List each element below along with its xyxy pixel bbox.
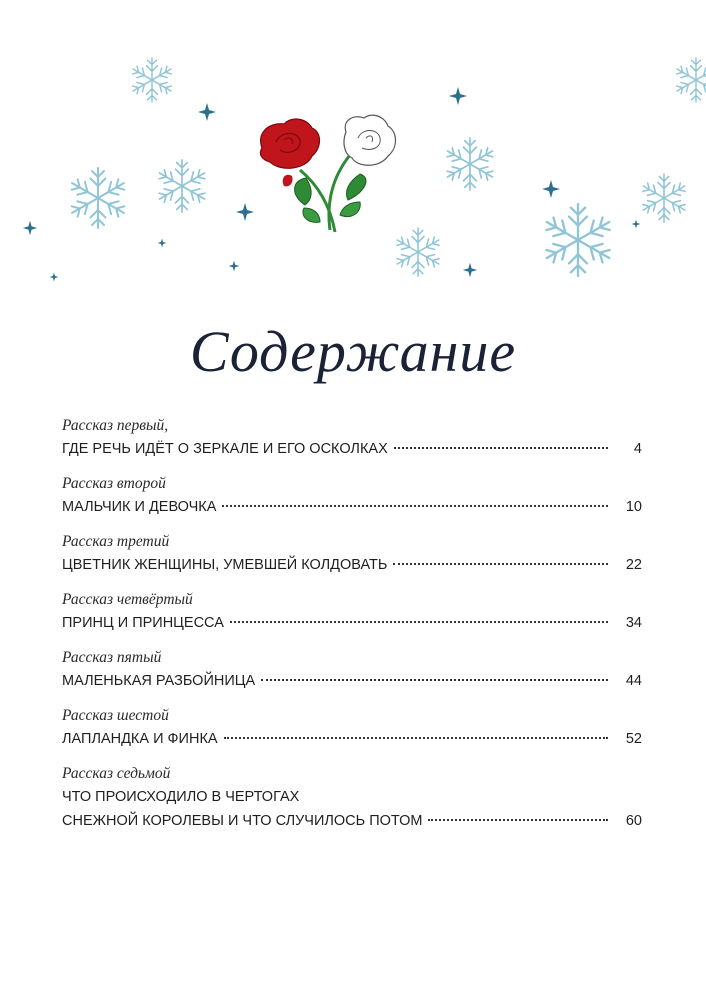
page-number: 4: [633, 441, 642, 457]
star-icon: [542, 180, 560, 198]
story-title: ЛАПЛАНДКА И ФИНКА: [62, 731, 218, 747]
dot-leader: [222, 505, 608, 507]
dot-leader: [230, 621, 608, 623]
star-icon: [50, 273, 59, 282]
page-number: 44: [625, 673, 642, 689]
dot-leader: [261, 679, 608, 681]
story-number: Рассказ третий: [62, 533, 170, 550]
star-icon: [23, 221, 37, 235]
story-title: ЦВЕТНИК ЖЕНЩИНЫ, УМЕВШЕЙ КОЛДОВАТЬ: [62, 557, 388, 573]
toc-entry[interactable]: [62, 472, 642, 519]
toc-entry[interactable]: [62, 414, 642, 461]
story-number: Рассказ седьмой: [62, 765, 171, 782]
story-number: Рассказ второй: [62, 475, 166, 492]
story-title: МАЛЬЧИК И ДЕВОЧКА: [62, 499, 217, 515]
toc-entry[interactable]: [62, 646, 642, 693]
story-title: ЧТО ПРОИСХОДИЛО В ЧЕРТОГАХ: [62, 789, 300, 805]
dot-leader: [428, 819, 608, 821]
story-title: ПРИНЦ И ПРИНЦЕССА: [62, 615, 224, 631]
star-icon: [198, 103, 216, 121]
snowflake-icon: [156, 160, 208, 212]
snowflake-icon: [68, 168, 127, 228]
story-number: Рассказ четвёртый: [62, 591, 193, 608]
story-title-line: [62, 809, 642, 833]
story-title-line: [62, 785, 642, 809]
star-icon: [158, 239, 167, 248]
snowflake-icon: [674, 58, 706, 102]
story-title-line: [62, 611, 642, 635]
star-icon: [632, 220, 641, 229]
toc-entry[interactable]: [62, 588, 642, 635]
snowflake-icon: [640, 174, 688, 222]
page-number: 10: [625, 499, 642, 515]
toc-entry[interactable]: [62, 704, 642, 751]
page-number: 60: [625, 813, 642, 829]
dot-leader: [224, 737, 608, 739]
toc-entry[interactable]: [62, 530, 642, 577]
snowflake-icon: [542, 204, 613, 276]
page-number: 52: [625, 731, 642, 747]
page-number: 34: [625, 615, 642, 631]
story-title: СНЕЖНОЙ КОРОЛЕВЫ И ЧТО СЛУЧИЛОСЬ ПОТОМ: [62, 813, 423, 829]
star-icon: [236, 203, 254, 221]
story-title-line: [62, 437, 642, 461]
toc-entry[interactable]: [62, 762, 642, 833]
story-title-line: [62, 495, 642, 519]
page-title: Содержание: [189, 319, 517, 384]
story-title-line: [62, 669, 642, 693]
star-icon: [463, 263, 477, 277]
decorative-header: [0, 0, 706, 320]
dot-leader: [393, 563, 608, 565]
star-icon: [229, 261, 240, 272]
page-number: 22: [625, 557, 642, 573]
story-number: Рассказ первый,: [62, 417, 169, 434]
story-title: ГДЕ РЕЧЬ ИДЁТ О ЗЕРКАЛЕ И ЕГО ОСКОЛКАХ: [62, 441, 388, 457]
snowflake-icon: [444, 138, 496, 190]
red-rose-icon: [260, 119, 319, 168]
story-title-line: [62, 553, 642, 577]
story-title: МАЛЕНЬКАЯ РАЗБОЙНИЦА: [62, 673, 256, 689]
story-title-line: [62, 727, 642, 751]
story-number: Рассказ шестой: [62, 707, 169, 724]
snowflake-icon: [130, 58, 174, 102]
snowflake-icon: [394, 228, 442, 276]
star-icon: [449, 87, 467, 105]
story-number: Рассказ пятый: [62, 649, 162, 666]
dot-leader: [394, 447, 608, 449]
roses-illustration: [260, 115, 395, 232]
table-of-contents: [62, 414, 642, 844]
white-rose-icon: [344, 115, 396, 165]
